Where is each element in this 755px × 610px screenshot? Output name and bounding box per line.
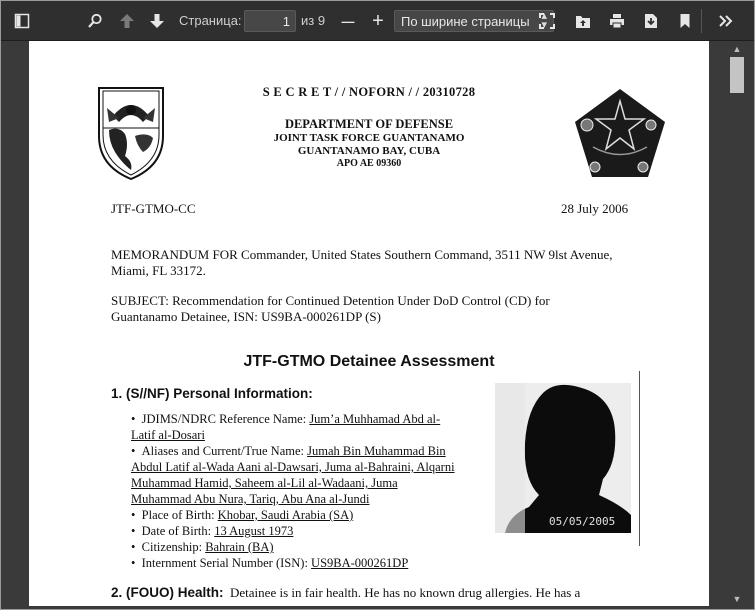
date-of-birth-label: Date of Birth:: [141, 524, 215, 538]
download-icon: [643, 13, 659, 29]
citizenship-label: Citizenship:: [141, 540, 206, 554]
sidebar-icon: [14, 13, 30, 29]
location-heading: GUANTANAMO BAY, CUBA: [297, 145, 441, 157]
classification-header: S E C R E T / / NOFORN / / 20310728: [262, 85, 476, 99]
isn-label: Internment Serial Number (ISN):: [141, 556, 312, 570]
tools-menu-button[interactable]: [714, 9, 738, 33]
bullet: •: [131, 508, 136, 522]
page-label: Страница:: [179, 13, 242, 28]
document-viewer[interactable]: [1, 41, 754, 609]
aliases-item: [131, 444, 446, 459]
detainee-silhouette-icon: [495, 383, 631, 533]
assessment-title: JTF-GTMO Detainee Assessment: [243, 353, 495, 370]
toolbar-separator: [701, 9, 702, 33]
fullscreen-icon: [539, 10, 555, 31]
subject-line-1: SUBJECT: Recommendation for Continued Detention Under DoD Control (CD) for: [111, 293, 550, 308]
bookmark-button[interactable]: [673, 9, 697, 33]
detainee-photo: [495, 383, 631, 533]
place-of-birth-item: [131, 508, 353, 523]
bullet: •: [131, 524, 136, 538]
toolbar: [1, 1, 754, 41]
zoom-out-button[interactable]: [336, 9, 360, 33]
search-button[interactable]: [83, 9, 107, 33]
photo-divider-line: [639, 371, 640, 546]
aliases-value-3: Muhammad Hamid, Saheem al-Lil al-Wadaani, Juma: [131, 476, 398, 490]
section-1-heading: 1. (S//NF) Personal Information:: [111, 386, 313, 401]
department-heading: DEPARTMENT OF DEFENSE: [284, 117, 454, 131]
section-2-text: Detainee is in fair health. He has no known drug allergies. He has a: [230, 585, 581, 600]
print-button[interactable]: [605, 9, 629, 33]
plus-icon: +: [372, 9, 384, 32]
scroll-down-arrow-icon[interactable]: ▼: [732, 594, 742, 604]
zoom-in-button[interactable]: [366, 9, 390, 33]
memo-line-2: Miami, FL 33172.: [111, 263, 206, 278]
scrollbar-thumb[interactable]: [730, 57, 744, 93]
bookmark-icon: [677, 13, 693, 29]
office-code: JTF-GTMO-CC: [111, 201, 196, 216]
open-file-icon: [575, 13, 591, 29]
download-button[interactable]: [639, 9, 663, 33]
double-chevron-right-icon: [718, 13, 734, 29]
search-icon: [87, 13, 103, 29]
next-page-button[interactable]: [145, 9, 169, 33]
memo-line-1: MEMORANDUM FOR Commander, United States Southern Command, 3511 NW 9lst Avenue,: [111, 247, 613, 262]
aliases-value-1: Jumah Bin Muhammad Bin: [307, 444, 446, 458]
photo-date-stamp: 05/05/2005: [549, 515, 616, 528]
reference-name-item: [131, 412, 440, 427]
place-of-birth-value: Khobar, Saudi Arabia (SA): [217, 508, 354, 522]
citizenship-item: [131, 540, 274, 555]
presentation-mode-button[interactable]: [535, 9, 559, 33]
zoom-select[interactable]: [394, 10, 554, 32]
task-force-heading: JOINT TASK FORCE GUANTANAMO: [273, 132, 465, 144]
vertical-scrollbar[interactable]: [728, 41, 746, 609]
bullet: •: [131, 556, 136, 570]
zoom-select-value: По ширине страницы: [401, 14, 530, 29]
arrow-down-icon: [149, 13, 165, 29]
previous-page-button[interactable]: [115, 9, 139, 33]
citizenship-value: Bahrain (BA): [205, 540, 274, 554]
aliases-label: Aliases and Current/True Name:: [141, 444, 308, 458]
bullet: •: [131, 444, 136, 458]
open-file-button[interactable]: [571, 9, 595, 33]
reference-name-label: JDIMS/NDRC Reference Name:: [141, 412, 310, 426]
date-of-birth-item: [131, 524, 293, 539]
printer-icon: [609, 13, 625, 29]
page-total: из 9: [301, 13, 326, 28]
pentagon-emblem-icon: [573, 87, 667, 181]
aliases-value-2: Abdul Latif al-Wada Aani al-Dawsari, Juma al-Bahraini, Alqarni: [131, 460, 455, 474]
document-date: 28 July 2006: [561, 201, 629, 216]
apo-heading: APO AE 09360: [336, 158, 402, 169]
reference-name-value: Jum’a Muhhamad Abd al-: [309, 412, 441, 426]
aliases-value-4: Muhammad Abu Nura, Tariq, Abu Ana al-Jundi: [131, 492, 370, 506]
page-number-input[interactable]: 1: [244, 10, 296, 32]
date-of-birth-value: 13 August 1973: [214, 524, 294, 538]
sidebar-toggle-button[interactable]: [10, 9, 34, 33]
isn-value: US9BA-000261DP: [311, 556, 409, 570]
bullet: •: [131, 540, 136, 554]
bullet: •: [131, 412, 136, 426]
arrow-up-icon: [119, 13, 135, 29]
place-of-birth-label: Place of Birth:: [141, 508, 218, 522]
reference-name-value-cont: Latif al-Dosari: [131, 428, 205, 442]
scroll-up-arrow-icon[interactable]: ▲: [732, 44, 742, 54]
chevron-updown-icon: ▴ ▾: [541, 10, 547, 31]
subject-line-2: Guantanamo Detainee, ISN: US9BA-000261DP (S): [111, 309, 381, 324]
pdf-page: [29, 41, 709, 606]
minus-icon: —: [341, 13, 355, 29]
isn-item: [131, 556, 408, 571]
section-2-heading: 2. (FOUO) Health:: [111, 585, 224, 600]
section-2-line: [111, 585, 580, 601]
